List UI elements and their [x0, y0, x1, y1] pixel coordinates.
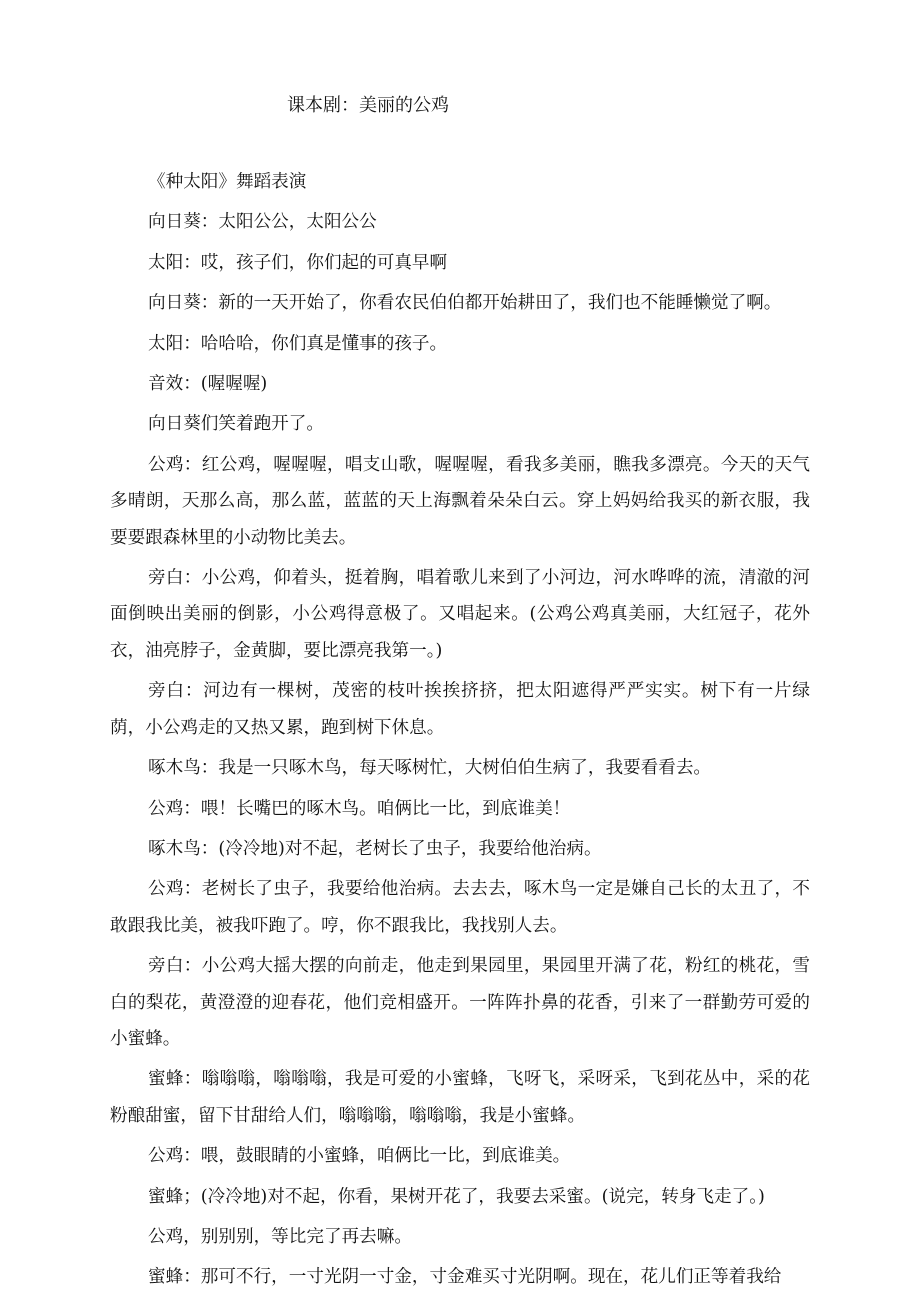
dialogue-line: 公鸡，别别别，等比完了再去嘛。: [148, 1226, 412, 1247]
dialogue-line: 向日葵：太阳公公，太阳公公: [148, 212, 377, 233]
dialogue-line: 公鸡：喂，鼓眼睛的小蜜蜂，咱俩比一比，到底谁美。: [148, 1146, 571, 1167]
dialogue-line: 公鸡：喂！长嘴巴的啄木鸟。咱俩比一比，到底谁美！: [148, 798, 571, 819]
dialogue-line: 啄木鸟：我是一只啄木鸟，每天啄树忙，大树伯伯生病了，我要看看去。: [148, 758, 712, 779]
stage-direction: 向日葵们笑着跑开了。: [148, 414, 324, 435]
narration-line: 旁白：河边有一棵树，茂密的枝叶挨挨挤挤，把太阳遮得严严实实。树下有一片绿荫，小公鸡走的又热又累，跑到树下休息。: [110, 681, 810, 738]
dialogue-line: 啄木鸟：(冷冷地)对不起，老树长了虫子，我要给他治病。: [148, 838, 602, 859]
narration-line: 旁白：小公鸡，仰着头，挺着胸，唱着歌儿来到了小河边，河水哗哗的流，清澈的河面倒映出美丽的倒影，小公鸡得意极了。又唱起来。(公鸡公鸡真美丽，大红冠子，花外衣，油亮脖子，金黄脚，要比漂亮我第一。): [110, 568, 810, 661]
dialogue-line: 公鸡：老树长了虫子，我要给他治病。去去去，啄木鸟一定是嫌自己长的太丑了，不敢跟我比美，被我吓跑了。哼，你不跟我比，我找别人去。: [110, 879, 810, 936]
dialogue-line: 太阳：哈哈哈，你们真是懂事的孩子。: [148, 333, 448, 354]
narration-line: 旁白：小公鸡大摇大摆的向前走，他走到果园里，果园里开满了花，粉红的桃花，雪白的梨花，黄澄澄的迎春花，他们竞相盛开。一阵阵扑鼻的花香，引来了一群勤劳可爱的小蜜蜂。: [110, 956, 810, 1049]
dialogue-line: 蜜蜂；(冷冷地)对不起，你看，果树开花了，我要去采蜜。(说完，转身飞走了。): [148, 1186, 765, 1207]
dialogue-line: 蜜蜂：嗡嗡嗡，嗡嗡嗡，我是可爱的小蜜蜂，飞呀飞，采呀采，飞到花丛中，采的花粉酿甜蜜，留下甘甜给人们，嗡嗡嗡，嗡嗡嗡，我是小蜜蜂。: [110, 1069, 810, 1126]
dialogue-line: 向日葵：新的一天开始了，你看农民伯伯都开始耕田了，我们也不能睡懒觉了啊。: [148, 293, 782, 314]
stage-direction: 《种太阳》舞蹈表演: [148, 172, 307, 192]
script-body: [110, 164, 810, 1300]
dialogue-line: 公鸡：红公鸡，喔喔喔，唱支山歌，喔喔喔，看我多美丽，瞧我多漂亮。今天的天气多晴朗，天那么高，那么蓝，蓝蓝的天上海飘着朵朵白云。穿上妈妈给我买的新衣服，我要要跟森林里的小动物比美去。: [110, 454, 810, 548]
dialogue-line: 太阳：哎，孩子们，你们起的可真早啊: [148, 252, 448, 273]
dialogue-line: 蜜蜂：那可不行，一寸光阴一寸金，寸金难买寸光阴啊。现在，花儿们正等着我给: [148, 1267, 782, 1288]
sound-effect-line: 音效：(喔喔喔): [148, 374, 268, 395]
document-title: 课本剧：美丽的公鸡: [287, 95, 449, 116]
